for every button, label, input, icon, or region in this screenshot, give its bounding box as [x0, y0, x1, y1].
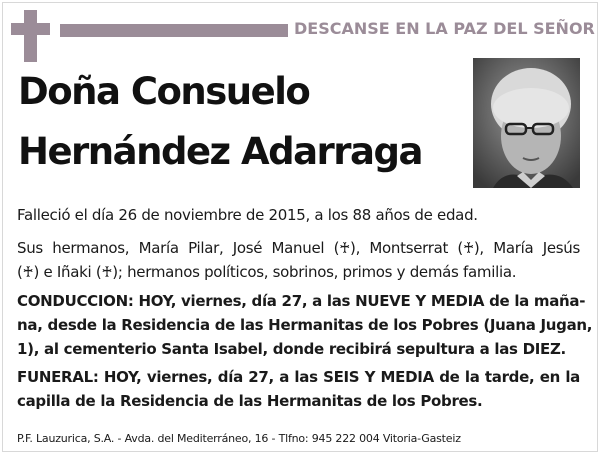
header-tagline: DESCANSE EN LA PAZ DEL SEÑOR [294, 19, 595, 38]
family-line-2: (♰) e Iñaki (♰); hermanos políticos, sobrinos, primos y demás familia. [17, 263, 517, 281]
conduccion-line-2: na, desde la Residencia de las Hermanitas de los Pobres (Juana Jugan, [17, 316, 593, 334]
funeral-line-1: FUNERAL: HOY, viernes, día 27, a las SEIS Y MEDIA de la tarde, en la [17, 368, 580, 386]
death-notice-text: Falleció el día 26 de noviembre de 2015, a los 88 años de edad. [17, 206, 478, 224]
funeral-paragraph [17, 365, 580, 413]
conduccion-line-3: 1), al cementerio Santa Isabel, donde recibirá sepultura a las DIEZ. [17, 340, 566, 358]
conduccion-line-1: CONDUCCION: HOY, viernes, día 27, a las NUEVE Y MEDIA de la maña- [17, 292, 586, 310]
family-line-1: Sus hermanos, María Pilar, José Manuel (♰), Montserrat (♰), María Jesús [17, 239, 580, 257]
family-paragraph [17, 236, 580, 284]
conduccion-paragraph [17, 289, 593, 361]
death-notice [17, 203, 580, 227]
deceased-name-line2: Hernández Adarraga [18, 130, 422, 173]
header-band [60, 24, 288, 37]
cross-icon [24, 10, 37, 62]
funeral-line-2: capilla de la Residencia de las Hermanitas de los Pobres. [17, 392, 483, 410]
cross-icon-bar [11, 23, 50, 35]
funeral-home-footer: P.F. Lauzurica, S.A. - Avda. del Mediterráneo, 16 - Tlfno: 945 222 004 Vitoria-Gasteiz [17, 432, 461, 445]
portrait-photo [473, 58, 580, 188]
deceased-name-line1: Doña Consuelo [18, 70, 310, 113]
